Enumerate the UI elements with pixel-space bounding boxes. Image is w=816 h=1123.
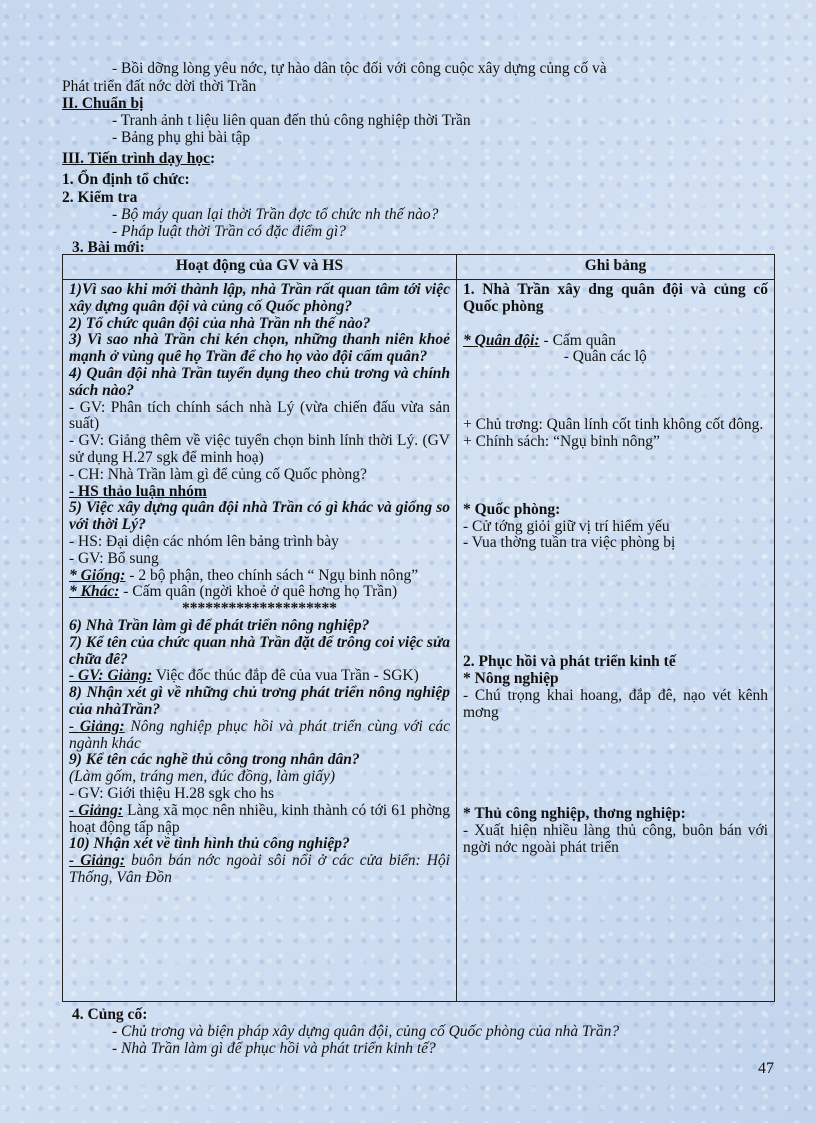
inline-label: - Giảng: — [69, 801, 124, 819]
note-line — [463, 316, 768, 333]
board-notes-column — [463, 282, 768, 857]
section-2-title: II. Chuẩn bị — [62, 95, 144, 112]
page-number: 47 — [758, 1060, 774, 1077]
note-line: 1. Nhà Trần xây dng quân đội và củng cố Quốc phòng — [463, 281, 768, 315]
step-1: 1. Ổn định tổ chức: — [62, 171, 190, 188]
activity-line: - GV: Giới thiệu H.28 sgk cho hs — [69, 784, 275, 802]
activity-line: 8) Nhận xét gì về những chủ trơng phát triển nông nghiệp của nhàTrần? — [69, 684, 450, 718]
activity-line: 9) Kể tên các nghề thủ công trong nhân dân? — [69, 751, 360, 769]
note-line — [463, 721, 768, 806]
note-line: * Thủ công nghiệp, thơng nghiệp: — [463, 805, 686, 823]
check-question-2: - Pháp luật thời Trần có đặc điểm gì? — [112, 223, 346, 240]
activity-line: - Giảng: Nông nghiệp phục hồi và phát triển cùng với các ngành khác — [69, 717, 450, 752]
note-line: - Quân các lộ — [463, 348, 647, 366]
note-line — [463, 451, 768, 502]
section-4-item-1: - Chủ trơng và biện pháp xây dựng quân đội, củng cố Quốc phòng của nhà Trần? — [112, 1023, 620, 1040]
activity-line: * Giống: - 2 bộ phận, theo chính sách “ Ngụ binh nông” — [69, 566, 419, 584]
activity-line: 1)Vì sao khi mới thành lập, nhà Trần rất quan tâm tới việc xây dựng quân đội và củng cố Quốc phòng? — [69, 281, 450, 315]
activity-line: - Giảng: buôn bán nớc ngoài sôi nổi ở các cửa biển: Hội Thống, Vân Đồn — [69, 852, 450, 886]
note-line: + Chính sách: “Ngụ binh nông” — [463, 432, 660, 450]
note-line: * Quốc phòng: — [463, 500, 561, 518]
activity-line: - GV: Giảng: Việc đốc thúc đắp đê của vua Trần - SGK) — [69, 667, 419, 685]
step-3: 3. Bài mới: — [72, 239, 145, 256]
note-line: - Cử tớng giỏi giữ vị trí hiểm yếu — [463, 517, 670, 535]
activity-line: - CH: Nhà Trần làm gì để củng cố Quốc phòng? — [69, 465, 367, 483]
note-line — [463, 366, 768, 417]
note-line: * Quân đội: - Cấm quân — [463, 331, 616, 349]
activity-line: - GV: Bổ sung — [69, 549, 159, 567]
note-line: - Chú trọng khai hoang, đắp đê, nạo vét kênh mơng — [463, 686, 768, 721]
activity-line: 4) Quân đội nhà Trần tuyển dụng theo chủ trơng và chính sách nào? — [69, 364, 450, 399]
step-2: 2. Kiểm tra — [62, 189, 138, 206]
section-2-item-1: - Tranh ảnh t liệu liên quan đến thủ công nghiệp thời Trần — [112, 112, 471, 129]
header-left: Hoạt động của GV và HS — [63, 255, 457, 280]
activity-line: 10) Nhận xét về tình hình thủ công nghiệp? — [69, 835, 350, 853]
header-right: Ghi bảng — [457, 255, 775, 280]
section-4-title: 4. Củng cố: — [72, 1006, 148, 1023]
activity-line: 7) Kể tên của chức quan nhà Trần đặt để trông coi việc sửa chữa đê? — [69, 633, 450, 668]
activity-line: - HS: Đại diện các nhóm lên bảng trình bày — [69, 532, 339, 550]
activity-line: - HS thảo luận nhóm — [69, 482, 207, 500]
activity-line: 6) Nhà Trần làm gì để phát triển nông nghiệp? — [69, 616, 370, 634]
note-line — [463, 552, 768, 654]
activity-line: ******************** — [182, 600, 337, 618]
activity-line: - GV: Phân tích chính sách nhà Lý (vừa chiến đấu vừa sản suất) — [69, 398, 450, 433]
check-question-1: - Bộ máy quan lại thời Trần đợc tổ chức nh thế nào? — [112, 206, 439, 223]
inline-label: * Khác: — [69, 583, 120, 601]
note-line: - Xuất hiện nhiều làng thủ công, buôn bán với ngời nớc ngoài phát triển — [463, 822, 768, 856]
intro-line-1: - Bồi dỡng lòng yêu nớc, tự hào dân tộc đối với công cuộc xây dựng củng cố và — [112, 60, 607, 77]
activity-line: 5) Việc xây dựng quân đội nhà Trần có gì khác và giống so với thời Lý? — [69, 499, 450, 534]
activity-line: - Giảng: Làng xã mọc nên nhiều, kinh thành có tới 61 phờng hoạt động tấp nập — [69, 801, 451, 836]
note-line: * Nông nghiệp — [463, 669, 559, 687]
activity-line: * Khác: - Cấm quân (ngời khoẻ ở quê hơng họ Trần) — [69, 583, 398, 601]
section-4-item-2: - Nhà Trần làm gì để phục hồi và phát triển kinh tế? — [112, 1040, 436, 1057]
section-2-item-2: - Bảng phụ ghi bài tập — [112, 129, 251, 146]
inline-label: - GV: Giảng: — [69, 667, 153, 685]
activity-line: 2) Tổ chức quân đội của nhà Trần nh thế nào? — [69, 314, 371, 332]
activities-column — [69, 282, 450, 887]
inline-label: - Giảng: — [69, 717, 125, 735]
activity-line: 3) Vì sao nhà Trần chỉ kén chọn, những thanh niên khoẻ mạnh ở vùng quê họ Trần để cho họ vào đội cấm quân? — [69, 331, 450, 366]
note-line: + Chủ trơng: Quân lính cốt tinh không cốt đông. — [463, 416, 764, 434]
section-3-title: III. Tiến trình dạy học — [62, 150, 211, 167]
inline-label: * Quân đội: — [463, 331, 540, 349]
inline-label: - Giảng: — [69, 852, 126, 870]
activity-line: - GV: Giảng thêm về việc tuyển chọn binh lính thời Lý. (GV sử dụng H.27 sgk để minh hoạ) — [69, 432, 450, 466]
note-line: - Vua thờng tuần tra việc phòng bị — [463, 534, 676, 552]
section-3-heading: III. Tiến trình dạy học: — [62, 150, 216, 167]
activity-line: (Làm gốm, tráng men, đúc đồng, làm giấy) — [69, 768, 336, 786]
inline-label: * Giống: — [69, 566, 126, 584]
note-line: 2. Phục hồi và phát triển kinh tế — [463, 653, 676, 671]
intro-line-2: Phát triển đất nớc dời thời Trần — [62, 78, 257, 95]
lesson-table — [62, 254, 775, 1002]
